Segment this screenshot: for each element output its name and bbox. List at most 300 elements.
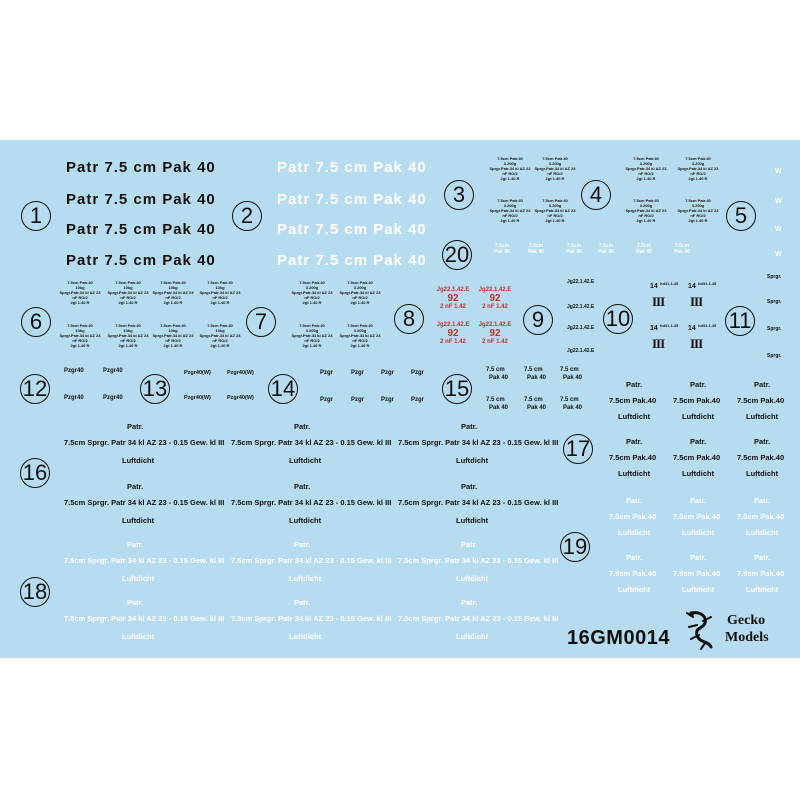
set3-line: 3.200g [503,161,517,166]
set7-line: 3.200g [305,328,319,333]
set6-line: nF RO/2 [165,338,181,343]
set15-line2: Pak 40 [489,405,509,411]
set18-desc: 7.5cm Sprgr. Patr 34 kl AZ 23 - 0.15 Gew. kl III [398,614,559,623]
set19-name: 7.5cm Pak.40 [673,512,721,521]
set6-line: 7.5cm Patr.40 [115,280,141,285]
set8-line: 92 [447,293,459,304]
set13-label: Pzgr40(W) [227,370,254,376]
set7-label [290,280,334,305]
set8-line: Jg22.1.42.E [436,287,470,293]
gecko-icon [683,609,723,651]
set7-line: 7.5cm Patr.40 [347,323,373,328]
set19-patr: Patr. [626,553,643,562]
set7-line: 2gt 1.40 R [302,343,322,348]
set4-line: Sprgr.Patr.34 kl AZ 23 [677,208,719,213]
set8-line: 2 nF 1.42 [440,304,466,310]
set16-desc: 7.5cm Sprgr. Patr 34 kl AZ 23 - 0.15 Gew. kl III [64,498,225,507]
set3-line: Sprgr.Patr.34 kl AZ 23 [489,166,531,171]
set8-line: 2 nF 1.42 [482,339,508,345]
set6-line: 7.5cm Patr.40 [67,280,93,285]
set14-label: Pzgr [411,370,425,376]
set15-line1: 7.5 cm [524,367,543,373]
brand-models: Models [725,630,769,645]
decal-number-3: 3 [444,180,474,210]
set8-line: 92 [447,328,459,339]
set6-line: nF RO/2 [72,338,88,343]
set14-label: Pzgr [381,397,395,403]
set17-patr: Patr. [626,380,643,389]
set19-luftdicht: Luftdicht [618,585,651,594]
set6-line: 7.5cm Patr.40 [160,323,186,328]
set4-line: Sprgr.Patr.34 kl AZ 23 [625,166,667,171]
set8-label [436,322,470,346]
set6-label [198,280,242,305]
set20-line: 7.5cm [598,243,614,249]
set10-sub: hd31.1.45 [660,281,679,286]
set18-patr: Patr. [461,540,478,549]
set4-line: 2gt 1.40 R [636,176,656,181]
set20-label [592,243,620,255]
set8-label [478,287,512,311]
set17-name: 7.5cm Pak.40 [737,396,785,405]
set10-roman: III [690,336,703,351]
set20-line: 7.5cm [566,243,582,249]
set4-line: nF RO/2 [638,171,654,176]
set7-line: 7.5cm Patr.40 [299,280,325,285]
set19-name: 7.5cm Pak.40 [609,569,657,578]
set6-label [58,280,102,305]
set3-line: 7.5cm Patr.40 [542,198,568,203]
set17-luftdicht: Luftdicht [618,469,651,478]
set14-label: Pzgr [411,397,425,403]
set15-line1: 7.5 cm [560,367,579,373]
set8-line: 2 nF 1.42 [440,339,466,345]
set16-desc: 7.5cm Sprgr. Patr 34 kl AZ 23 - 0.15 Gew. kl III [231,498,392,507]
set15-line2: Pak 40 [563,375,583,381]
set8-line: 92 [489,328,501,339]
set10-roman: III [652,336,665,351]
set6-line: 2gt 1.40 R [118,300,138,305]
set10-num: 14 [650,283,658,290]
set19-luftdicht: Luftdicht [682,528,715,537]
set18-luftdicht: Luftdicht [456,574,489,583]
set17-luftdicht: Luftdicht [746,412,779,421]
set4-line: 3.200g [691,203,705,208]
set6-label [151,280,195,305]
set6-line: Sprgr.Patr.34 kl AZ 23 [59,290,101,295]
set18-patr: Patr. [294,540,311,549]
set4-label [624,198,668,223]
set3-line: nF RO/2 [547,171,563,176]
set16-patr: Patr. [294,422,311,431]
set20-line: Pak 40 [674,249,690,255]
set20-label [560,243,588,255]
set14-label: Pzgr [320,397,334,403]
set7-line: 7.5cm Patr.40 [299,323,325,328]
set19-luftdicht: Luftdicht [746,585,779,594]
set16-patr: Patr. [127,422,144,431]
set1-label: Patr 7.5 cm Pak 40 [66,191,216,208]
set16-patr: Patr. [127,482,144,491]
set6-line: 7.5cm Patr.40 [67,323,93,328]
set10-roman: III [690,294,703,309]
set4-line: nF RO/2 [638,213,654,218]
set20-line: 7.5cm [494,243,510,249]
set11-label: Sprgr. [767,274,782,280]
decal-number-10: 10 [603,304,633,334]
set12-label: Pzgr40 [64,395,84,401]
set4-line: Sprgr.Patr.34 kl AZ 23 [677,166,719,171]
set4-label [676,156,720,181]
set7-label [338,280,382,305]
set6-label [106,280,150,305]
decal-number-7: 7 [246,307,276,337]
set16-patr: Patr. [461,422,478,431]
brand-gecko: Gecko [727,613,766,628]
set9-label: Jg22.1.42.E [567,348,595,354]
set15-line2: Pak 40 [489,375,509,381]
set20-line: Pak 40 [494,249,510,255]
decal-number-18: 18 [20,577,50,607]
product-code: 16GM0014 [567,627,670,649]
set6-line: 10kg [123,328,133,333]
set7-label [290,323,334,348]
set20-line: 7.5cm [674,243,690,249]
decal-number-8: 8 [394,304,424,334]
set7-line: 2gt 1.40 R [350,300,370,305]
set10-sub: hd31.1.45 [698,323,717,328]
set17-name: 7.5cm Pak.40 [673,396,721,405]
set6-label [151,323,195,348]
set17-luftdicht: Luftdicht [618,412,651,421]
set6-line: 2gt 1.40 R [118,343,138,348]
set16-luftdicht: Luftdicht [289,456,322,465]
set6-line: Sprgr.Patr.34 kl AZ 23 [152,290,194,295]
set7-line: nF RO/2 [304,295,320,300]
set16-patr: Patr. [294,482,311,491]
set16-luftdicht: Luftdicht [122,456,155,465]
set3-line: Sprgr.Patr.34 kl AZ 23 [489,208,531,213]
set6-line: Sprgr.Patr.34 kl AZ 23 [199,333,241,338]
set4-line: 3.200g [691,161,705,166]
set6-line: nF RO/2 [120,338,136,343]
set9-label: Jg22.1.42.E [567,304,595,310]
set3-label [488,156,532,181]
set3-line: 2gt 1.40 R [545,218,565,223]
set17-patr: Patr. [690,380,707,389]
decal-number-4: 4 [581,180,611,210]
set19-luftdicht: Luftdicht [682,585,715,594]
set6-line: 10kg [168,328,178,333]
set7-line: Sprgr.Patr.34 kl AZ 23 [291,290,333,295]
set6-line: 10kg [123,285,133,290]
decal-number-11: 11 [725,306,755,336]
set18-desc: 7.5cm Sprgr. Patr 34 kl AZ 23 - 0.15 Gew. kl III [64,556,225,565]
set14-label: Pzgr [351,397,365,403]
set4-line: 2gt 1.40 R [636,218,656,223]
set7-line: nF RO/2 [352,295,368,300]
decal-number-14: 14 [268,374,298,404]
set17-luftdicht: Luftdicht [682,412,715,421]
set4-line: 3.200g [639,161,653,166]
set17-patr: Patr. [754,437,771,446]
set3-line: nF RO/2 [502,213,518,218]
set3-label [533,156,577,181]
set19-patr: Patr. [754,553,771,562]
set3-line: 7.5cm Patr.40 [497,156,523,161]
set6-line: Sprgr.Patr.34 kl AZ 23 [107,290,149,295]
set4-line: nF RO/2 [690,171,706,176]
set18-luftdicht: Luftdicht [456,632,489,641]
set6-line: nF RO/2 [212,338,228,343]
set6-line: Sprgr.Patr.34 kl AZ 23 [107,333,149,338]
set13-label: Pzgr40(W) [184,395,211,401]
set6-line: 2gt 1.40 R [163,300,183,305]
set20-line: 7.5cm [528,243,544,249]
set20-label [630,243,658,255]
set1-label: Patr 7.5 cm Pak 40 [66,252,216,269]
set6-line: Sprgr.Patr.34 kl AZ 23 [152,333,194,338]
set7-line: Sprgr.Patr.34 kl AZ 23 [339,333,381,338]
set18-luftdicht: Luftdicht [122,632,155,641]
set4-label [624,156,668,181]
set10-num: 14 [650,325,658,332]
decal-number-6: 6 [21,307,51,337]
set15-line2: Pak 40 [563,405,583,411]
set7-label [338,323,382,348]
set10-num: 14 [688,325,696,332]
set6-line: Sprgr.Patr.34 kl AZ 23 [199,290,241,295]
set3-line: 3.200g [548,203,562,208]
set10-sub: hd31.1.45 [698,281,717,286]
set6-line: 7.5cm Patr.40 [160,280,186,285]
set15-line1: 7.5 cm [524,397,543,403]
set6-line: 10kg [75,285,85,290]
set12-label: Pzgr40 [103,395,123,401]
set2-label: Patr 7.5 cm Pak 40 [277,159,427,176]
set3-line: Sprgr.Patr.34 kl AZ 23 [534,166,576,171]
set18-patr: Patr. [127,540,144,549]
set3-line: 3.200g [503,203,517,208]
set17-name: 7.5cm Pak.40 [609,453,657,462]
set8-line: Jg22.1.42.E [478,322,512,328]
set8-line: Jg22.1.42.E [436,322,470,328]
set18-luftdicht: Luftdicht [122,574,155,583]
set6-line: 2gt 1.40 R [210,300,230,305]
set15-line2: Pak 40 [527,375,547,381]
set6-label [198,323,242,348]
set18-patr: Patr. [461,598,478,607]
set5-label: W [775,198,782,205]
set10-roman: III [652,294,665,309]
set13-label: Pzgr40(W) [184,370,211,376]
decal-number-20: 20 [442,240,472,270]
set6-label [106,323,150,348]
set3-line: 7.5cm Patr.40 [542,156,568,161]
set7-line: 2gt 1.40 R [302,300,322,305]
set4-line: 2gt 1.40 R [688,176,708,181]
set7-line: 3.200g [353,285,367,290]
set6-line: nF RO/2 [165,295,181,300]
set4-label [676,198,720,223]
set9-label: Jg22.1.42.E [567,279,595,285]
set17-luftdicht: Luftdicht [682,469,715,478]
set2-label: Patr 7.5 cm Pak 40 [277,221,427,238]
set3-line: 7.5cm Patr.40 [497,198,523,203]
set7-line: 3.200g [305,285,319,290]
decal-number-2: 2 [232,201,262,231]
set16-desc: 7.5cm Sprgr. Patr 34 kl AZ 23 - 0.15 Gew. kl III [231,438,392,447]
set18-patr: Patr. [294,598,311,607]
set8-line: Jg22.1.42.E [478,287,512,293]
set6-line: nF RO/2 [212,295,228,300]
set3-label [533,198,577,223]
decal-number-17: 17 [563,434,593,464]
set6-label [58,323,102,348]
set8-label [436,287,470,311]
decal-number-12: 12 [20,374,50,404]
set3-label [488,198,532,223]
set18-patr: Patr. [127,598,144,607]
set18-desc: 7.5cm Sprgr. Patr 34 kl AZ 23 - 0.15 Gew. kl III [231,556,392,565]
set10-sub: hd31.1.45 [660,323,679,328]
set20-label [668,243,696,255]
set8-label [478,322,512,346]
set6-line: 2gt 1.40 R [70,300,90,305]
set3-line: nF RO/2 [547,213,563,218]
set17-name: 7.5cm Pak.40 [609,396,657,405]
set20-label [488,243,516,255]
set6-line: 7.5cm Patr.40 [207,280,233,285]
set5-label: W [775,226,782,233]
set6-line: 10kg [75,328,85,333]
set20-line: Pak 40 [598,249,614,255]
set15-line1: 7.5 cm [486,397,505,403]
set18-desc: 7.5cm Sprgr. Patr 34 kl AZ 23 - 0.15 Gew. kl III [398,556,559,565]
set15-line2: Pak 40 [527,405,547,411]
set8-line: 2 nF 1.42 [482,304,508,310]
set6-line: nF RO/2 [72,295,88,300]
set6-line: nF RO/2 [120,295,136,300]
set7-line: 7.5cm Patr.40 [347,280,373,285]
set18-luftdicht: Luftdicht [289,632,322,641]
set16-desc: 7.5cm Sprgr. Patr 34 kl AZ 23 - 0.15 Gew. kl III [398,498,559,507]
set4-line: 7.5cm Patr.40 [633,156,659,161]
set17-patr: Patr. [626,437,643,446]
set6-line: 7.5cm Patr.40 [115,323,141,328]
set16-patr: Patr. [461,482,478,491]
set17-luftdicht: Luftdicht [746,469,779,478]
set19-patr: Patr. [754,496,771,505]
set17-patr: Patr. [754,380,771,389]
set16-luftdicht: Luftdicht [456,516,489,525]
decal-number-13: 13 [140,374,170,404]
gecko-logo [683,609,787,651]
set12-label: Pzgr40 [64,368,84,374]
set10-num: 14 [688,283,696,290]
set17-name: 7.5cm Pak.40 [737,453,785,462]
set11-label: Sprgr. [767,353,782,359]
decal-number-16: 16 [20,458,50,488]
set3-line: 2gt 1.40 R [545,176,565,181]
set16-desc: 7.5cm Sprgr. Patr 34 kl AZ 23 - 0.15 Gew. kl III [64,438,225,447]
set4-line: nF RO/2 [690,213,706,218]
set7-line: 2gt 1.40 R [350,343,370,348]
set20-label [522,243,550,255]
set12-label: Pzgr40 [103,368,123,374]
set17-patr: Patr. [690,437,707,446]
set4-line: 7.5cm Patr.40 [685,198,711,203]
set19-patr: Patr. [690,553,707,562]
set18-desc: 7.5cm Sprgr. Patr 34 kl AZ 23 - 0.15 Gew. kl III [64,614,225,623]
set18-desc: 7.5cm Sprgr. Patr 34 kl AZ 23 - 0.15 Gew. kl III [231,614,392,623]
set6-line: Sprgr.Patr.34 kl AZ 23 [59,333,101,338]
set17-name: 7.5cm Pak.40 [673,453,721,462]
set16-luftdicht: Luftdicht [289,516,322,525]
set19-luftdicht: Luftdicht [746,528,779,537]
set20-line: 7.5cm [636,243,652,249]
set16-desc: 7.5cm Sprgr. Patr 34 kl AZ 23 - 0.15 Gew. kl III [398,438,559,447]
set19-name: 7.5cm Pak.40 [737,512,785,521]
set19-patr: Patr. [626,496,643,505]
decal-number-19: 19 [560,532,590,562]
set19-name: 7.5cm Pak.40 [673,569,721,578]
set6-line: 10kg [215,285,225,290]
set7-line: 3.200g [353,328,367,333]
set4-line: 7.5cm Patr.40 [633,198,659,203]
set7-line: nF RO/2 [352,338,368,343]
set14-label: Pzgr [351,370,365,376]
set3-line: 2gt 1.40 R [500,176,520,181]
set2-label: Patr 7.5 cm Pak 40 [277,191,427,208]
decal-number-15: 15 [442,374,472,404]
set19-luftdicht: Luftdicht [618,528,651,537]
set11-label: Sprgr. [767,326,782,332]
set20-line: Pak 40 [566,249,582,255]
set6-line: 2gt 1.40 R [70,343,90,348]
set8-line: 92 [489,293,501,304]
set15-line1: 7.5 cm [486,367,505,373]
set18-luftdicht: Luftdicht [289,574,322,583]
set7-line: Sprgr.Patr.34 kl AZ 23 [291,333,333,338]
set20-line: Pak 40 [528,249,544,255]
set14-label: Pzgr [320,370,334,376]
set6-line: 7.5cm Patr.40 [207,323,233,328]
set16-luftdicht: Luftdicht [122,516,155,525]
set6-line: 10kg [168,285,178,290]
set3-line: 2gt 1.40 R [500,218,520,223]
set6-line: 2gt 1.40 R [163,343,183,348]
set11-label: Sprgr. [767,299,782,305]
set19-name: 7.5cm Pak.40 [737,569,785,578]
set5-label: W [775,168,782,175]
set7-line: Sprgr.Patr.34 kl AZ 23 [339,290,381,295]
set3-line: Sprgr.Patr.34 kl AZ 23 [534,208,576,213]
set4-line: 2gt 1.40 R [688,218,708,223]
set7-line: nF RO/2 [304,338,320,343]
set3-line: 3.200g [548,161,562,166]
decal-number-9: 9 [523,305,553,335]
set6-line: 2gt 1.40 R [210,343,230,348]
set19-patr: Patr. [690,496,707,505]
set4-line: Sprgr.Patr.34 kl AZ 23 [625,208,667,213]
set1-label: Patr 7.5 cm Pak 40 [66,221,216,238]
set1-label: Patr 7.5 cm Pak 40 [66,159,216,176]
set9-label: Jg22.1.42.E [567,325,595,331]
set13-label: Pzgr40(W) [227,395,254,401]
set4-line: 3.200g [639,203,653,208]
set14-label: Pzgr [381,370,395,376]
